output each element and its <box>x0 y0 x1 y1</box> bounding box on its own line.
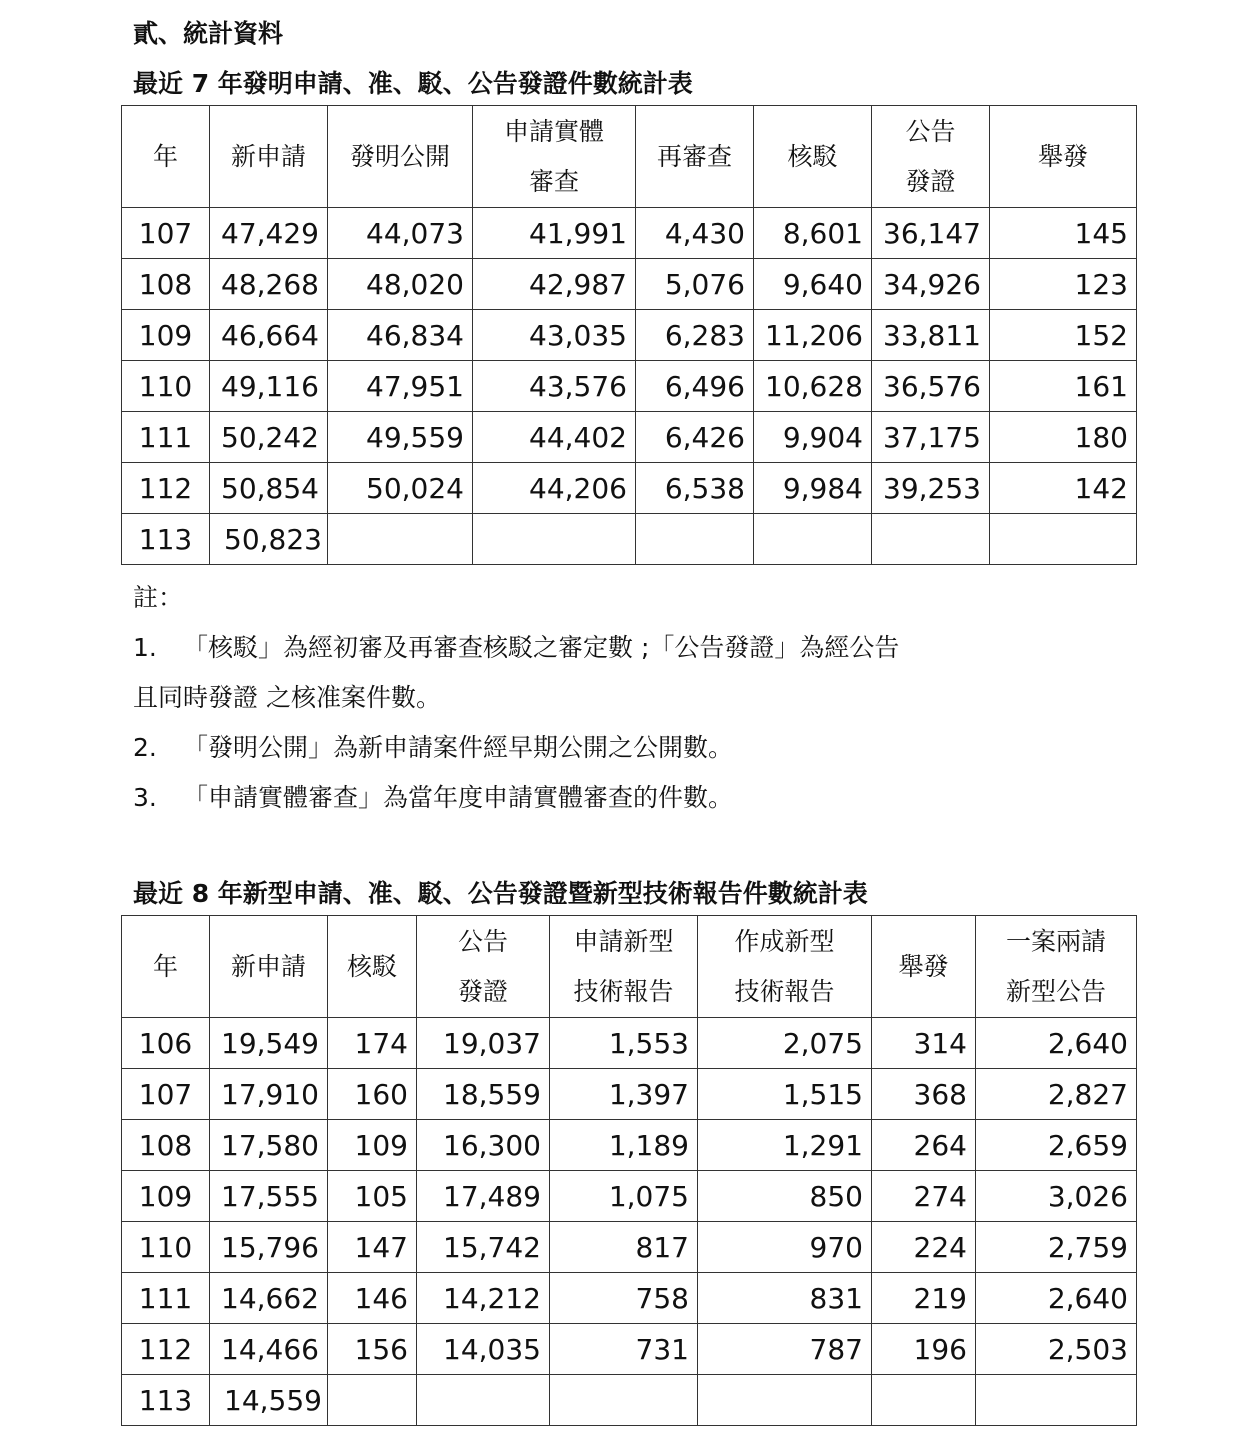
value-cell: 1,515 <box>698 1069 872 1120</box>
column-header-label: 舉發 <box>898 951 949 981</box>
value-cell: 219 <box>872 1273 976 1324</box>
value-cell: 2,759 <box>976 1222 1137 1273</box>
value-cell: 1,075 <box>550 1171 698 1222</box>
value-cell: 160 <box>328 1069 417 1120</box>
value-cell: 146 <box>328 1273 417 1324</box>
value-cell: 43,035 <box>473 310 636 361</box>
table-row <box>122 412 1137 463</box>
column-header-label: 年 <box>152 141 178 171</box>
column-header-label: 申請實體 <box>503 116 604 146</box>
value-cell <box>328 514 473 565</box>
column-header-label: 一案兩請 <box>1005 926 1106 956</box>
column-header <box>550 916 698 1018</box>
note-text: 且同時發證 之核准案件數。 <box>133 683 441 712</box>
value-cell: 46,664 <box>210 310 328 361</box>
column-header <box>122 106 210 208</box>
column-header-label: 新申請 <box>230 141 306 171</box>
note-list <box>133 623 1133 823</box>
value-cell: 14,035 <box>417 1324 550 1375</box>
note-text: 「發明公開」為新申請案件經早期公開之公開數。 <box>183 733 734 762</box>
year-cell: 112 <box>122 463 210 514</box>
notes-label: 註： <box>133 583 184 612</box>
column-header-label: 公告 <box>457 926 508 956</box>
value-cell: 43,576 <box>473 361 636 412</box>
column-header-label: 審查 <box>528 166 579 196</box>
note-number: 1. <box>133 633 157 662</box>
value-cell: 6,538 <box>636 463 754 514</box>
value-cell: 9,904 <box>754 412 872 463</box>
column-header-label: 發證 <box>457 976 508 1006</box>
year-cell: 108 <box>122 1120 210 1171</box>
value-cell: 9,984 <box>754 463 872 514</box>
value-cell: 14,212 <box>417 1273 550 1324</box>
value-cell: 368 <box>872 1069 976 1120</box>
value-cell: 156 <box>328 1324 417 1375</box>
value-cell: 46,834 <box>328 310 473 361</box>
value-cell: 161 <box>990 361 1137 412</box>
invention-stats-table <box>121 105 1137 565</box>
value-cell: 49,116 <box>210 361 328 412</box>
value-cell: 14,466 <box>210 1324 328 1375</box>
table-row <box>122 1375 1137 1426</box>
table2-title: 最近 8 年新型申請、准、駁、公告發證暨新型技術報告件數統計表 <box>133 879 868 908</box>
value-cell: 49,559 <box>328 412 473 463</box>
value-cell: 48,268 <box>210 259 328 310</box>
year-cell: 113 <box>122 1375 210 1426</box>
table-row <box>122 1324 1137 1375</box>
year-cell: 108 <box>122 259 210 310</box>
value-cell: 2,827 <box>976 1069 1137 1120</box>
column-header <box>122 916 210 1018</box>
column-header-label: 年 <box>152 951 178 981</box>
year-cell: 106 <box>122 1018 210 1069</box>
table-row <box>122 208 1137 259</box>
year-cell: 109 <box>122 310 210 361</box>
value-cell: 817 <box>550 1222 698 1273</box>
column-header-label: 核駁 <box>346 951 397 981</box>
table-row <box>122 1273 1137 1324</box>
value-cell: 180 <box>990 412 1137 463</box>
notes <box>133 573 1133 823</box>
column-header-label: 發證 <box>905 166 956 196</box>
value-cell: 14,662 <box>210 1273 328 1324</box>
column-header <box>990 106 1137 208</box>
value-cell <box>872 1375 976 1426</box>
table-header-row <box>122 916 1137 1018</box>
value-cell: 17,555 <box>210 1171 328 1222</box>
value-cell: 34,926 <box>872 259 990 310</box>
utility-model-stats-table <box>121 915 1137 1426</box>
value-cell: 39,253 <box>872 463 990 514</box>
value-cell: 44,206 <box>473 463 636 514</box>
value-cell: 2,640 <box>976 1273 1137 1324</box>
value-cell: 16,300 <box>417 1120 550 1171</box>
table1-title: 最近 7 年發明申請、准、駁、公告發證件數統計表 <box>133 69 693 98</box>
column-header-label: 核駁 <box>787 141 838 171</box>
value-cell: 123 <box>990 259 1137 310</box>
value-cell: 196 <box>872 1324 976 1375</box>
value-cell: 142 <box>990 463 1137 514</box>
year-cell: 107 <box>122 208 210 259</box>
table-row <box>122 1171 1137 1222</box>
value-cell: 10,628 <box>754 361 872 412</box>
value-cell: 42,987 <box>473 259 636 310</box>
value-cell: 6,496 <box>636 361 754 412</box>
column-header-label: 舉發 <box>1037 141 1088 171</box>
value-cell: 11,206 <box>754 310 872 361</box>
value-cell: 2,640 <box>976 1018 1137 1069</box>
year-cell: 109 <box>122 1171 210 1222</box>
table-row <box>122 514 1137 565</box>
table-row <box>122 463 1137 514</box>
value-cell: 37,175 <box>872 412 990 463</box>
value-cell: 831 <box>698 1273 872 1324</box>
value-cell: 1,189 <box>550 1120 698 1171</box>
table-row <box>122 1018 1137 1069</box>
value-cell: 17,910 <box>210 1069 328 1120</box>
value-cell: 274 <box>872 1171 976 1222</box>
value-cell: 1,291 <box>698 1120 872 1171</box>
note-line <box>133 623 1133 673</box>
value-cell: 6,283 <box>636 310 754 361</box>
value-cell <box>328 1375 417 1426</box>
value-cell: 15,742 <box>417 1222 550 1273</box>
value-cell: 44,073 <box>328 208 473 259</box>
column-header <box>754 106 872 208</box>
note-line <box>133 773 1133 823</box>
column-header <box>636 106 754 208</box>
value-cell <box>990 514 1137 565</box>
value-cell: 50,823 <box>210 514 328 565</box>
value-cell: 18,559 <box>417 1069 550 1120</box>
note-number: 3. <box>133 783 157 812</box>
value-cell: 314 <box>872 1018 976 1069</box>
value-cell <box>550 1375 698 1426</box>
value-cell: 2,075 <box>698 1018 872 1069</box>
value-cell <box>872 514 990 565</box>
column-header-label: 申請新型 <box>573 926 674 956</box>
year-cell: 107 <box>122 1069 210 1120</box>
value-cell: 147 <box>328 1222 417 1273</box>
value-cell <box>754 514 872 565</box>
value-cell: 36,576 <box>872 361 990 412</box>
column-header <box>698 916 872 1018</box>
note-line <box>133 723 1133 773</box>
value-cell: 6,426 <box>636 412 754 463</box>
table-row <box>122 1069 1137 1120</box>
year-cell: 111 <box>122 1273 210 1324</box>
year-cell: 111 <box>122 412 210 463</box>
value-cell: 152 <box>990 310 1137 361</box>
value-cell: 17,489 <box>417 1171 550 1222</box>
value-cell: 47,429 <box>210 208 328 259</box>
table-row <box>122 310 1137 361</box>
value-cell: 174 <box>328 1018 417 1069</box>
year-cell: 110 <box>122 1222 210 1273</box>
column-header <box>417 916 550 1018</box>
column-header <box>328 916 417 1018</box>
column-header <box>473 106 636 208</box>
column-header-label: 新申請 <box>230 951 306 981</box>
value-cell: 264 <box>872 1120 976 1171</box>
value-cell: 9,640 <box>754 259 872 310</box>
value-cell: 17,580 <box>210 1120 328 1171</box>
table-row <box>122 361 1137 412</box>
value-cell: 50,024 <box>328 463 473 514</box>
column-header-label: 發明公開 <box>349 141 450 171</box>
table-row <box>122 259 1137 310</box>
value-cell: 5,076 <box>636 259 754 310</box>
column-header-label: 技術報告 <box>573 976 674 1006</box>
column-header <box>328 106 473 208</box>
column-header <box>976 916 1137 1018</box>
note-text: 「核駁」為經初審及再審查核駁之審定數 ;「公告發證」為經公告 <box>183 633 900 662</box>
year-cell: 112 <box>122 1324 210 1375</box>
value-cell: 2,659 <box>976 1120 1137 1171</box>
value-cell <box>473 514 636 565</box>
column-header-label: 技術報告 <box>734 976 835 1006</box>
section-title: 貳、統計資料 <box>133 19 284 48</box>
column-header <box>872 916 976 1018</box>
value-cell <box>976 1375 1137 1426</box>
value-cell: 1,553 <box>550 1018 698 1069</box>
value-cell <box>417 1375 550 1426</box>
year-cell: 113 <box>122 514 210 565</box>
note-number: 2. <box>133 733 157 762</box>
year-cell: 110 <box>122 361 210 412</box>
column-header-label: 公告 <box>905 116 956 146</box>
value-cell: 224 <box>872 1222 976 1273</box>
value-cell: 33,811 <box>872 310 990 361</box>
column-header <box>872 106 990 208</box>
column-header-label: 新型公告 <box>1005 976 1106 1006</box>
value-cell: 758 <box>550 1273 698 1324</box>
table-row <box>122 1120 1137 1171</box>
note-line <box>133 673 1133 723</box>
value-cell: 36,147 <box>872 208 990 259</box>
value-cell: 787 <box>698 1324 872 1375</box>
value-cell: 19,037 <box>417 1018 550 1069</box>
value-cell: 8,601 <box>754 208 872 259</box>
value-cell: 19,549 <box>210 1018 328 1069</box>
value-cell: 850 <box>698 1171 872 1222</box>
value-cell: 105 <box>328 1171 417 1222</box>
value-cell: 3,026 <box>976 1171 1137 1222</box>
table-row <box>122 1222 1137 1273</box>
value-cell: 44,402 <box>473 412 636 463</box>
value-cell: 50,854 <box>210 463 328 514</box>
value-cell: 47,951 <box>328 361 473 412</box>
value-cell: 2,503 <box>976 1324 1137 1375</box>
note-text: 「申請實體審查」為當年度申請實體審查的件數。 <box>183 783 734 812</box>
value-cell: 4,430 <box>636 208 754 259</box>
table-header-row <box>122 106 1137 208</box>
value-cell: 731 <box>550 1324 698 1375</box>
value-cell: 109 <box>328 1120 417 1171</box>
column-header-label: 作成新型 <box>734 926 835 956</box>
value-cell: 48,020 <box>328 259 473 310</box>
value-cell <box>636 514 754 565</box>
value-cell: 145 <box>990 208 1137 259</box>
value-cell: 1,397 <box>550 1069 698 1120</box>
value-cell: 50,242 <box>210 412 328 463</box>
value-cell: 15,796 <box>210 1222 328 1273</box>
value-cell: 41,991 <box>473 208 636 259</box>
column-header <box>210 916 328 1018</box>
column-header <box>210 106 328 208</box>
value-cell: 14,559 <box>210 1375 328 1426</box>
value-cell <box>698 1375 872 1426</box>
value-cell: 970 <box>698 1222 872 1273</box>
column-header-label: 再審查 <box>656 141 732 171</box>
